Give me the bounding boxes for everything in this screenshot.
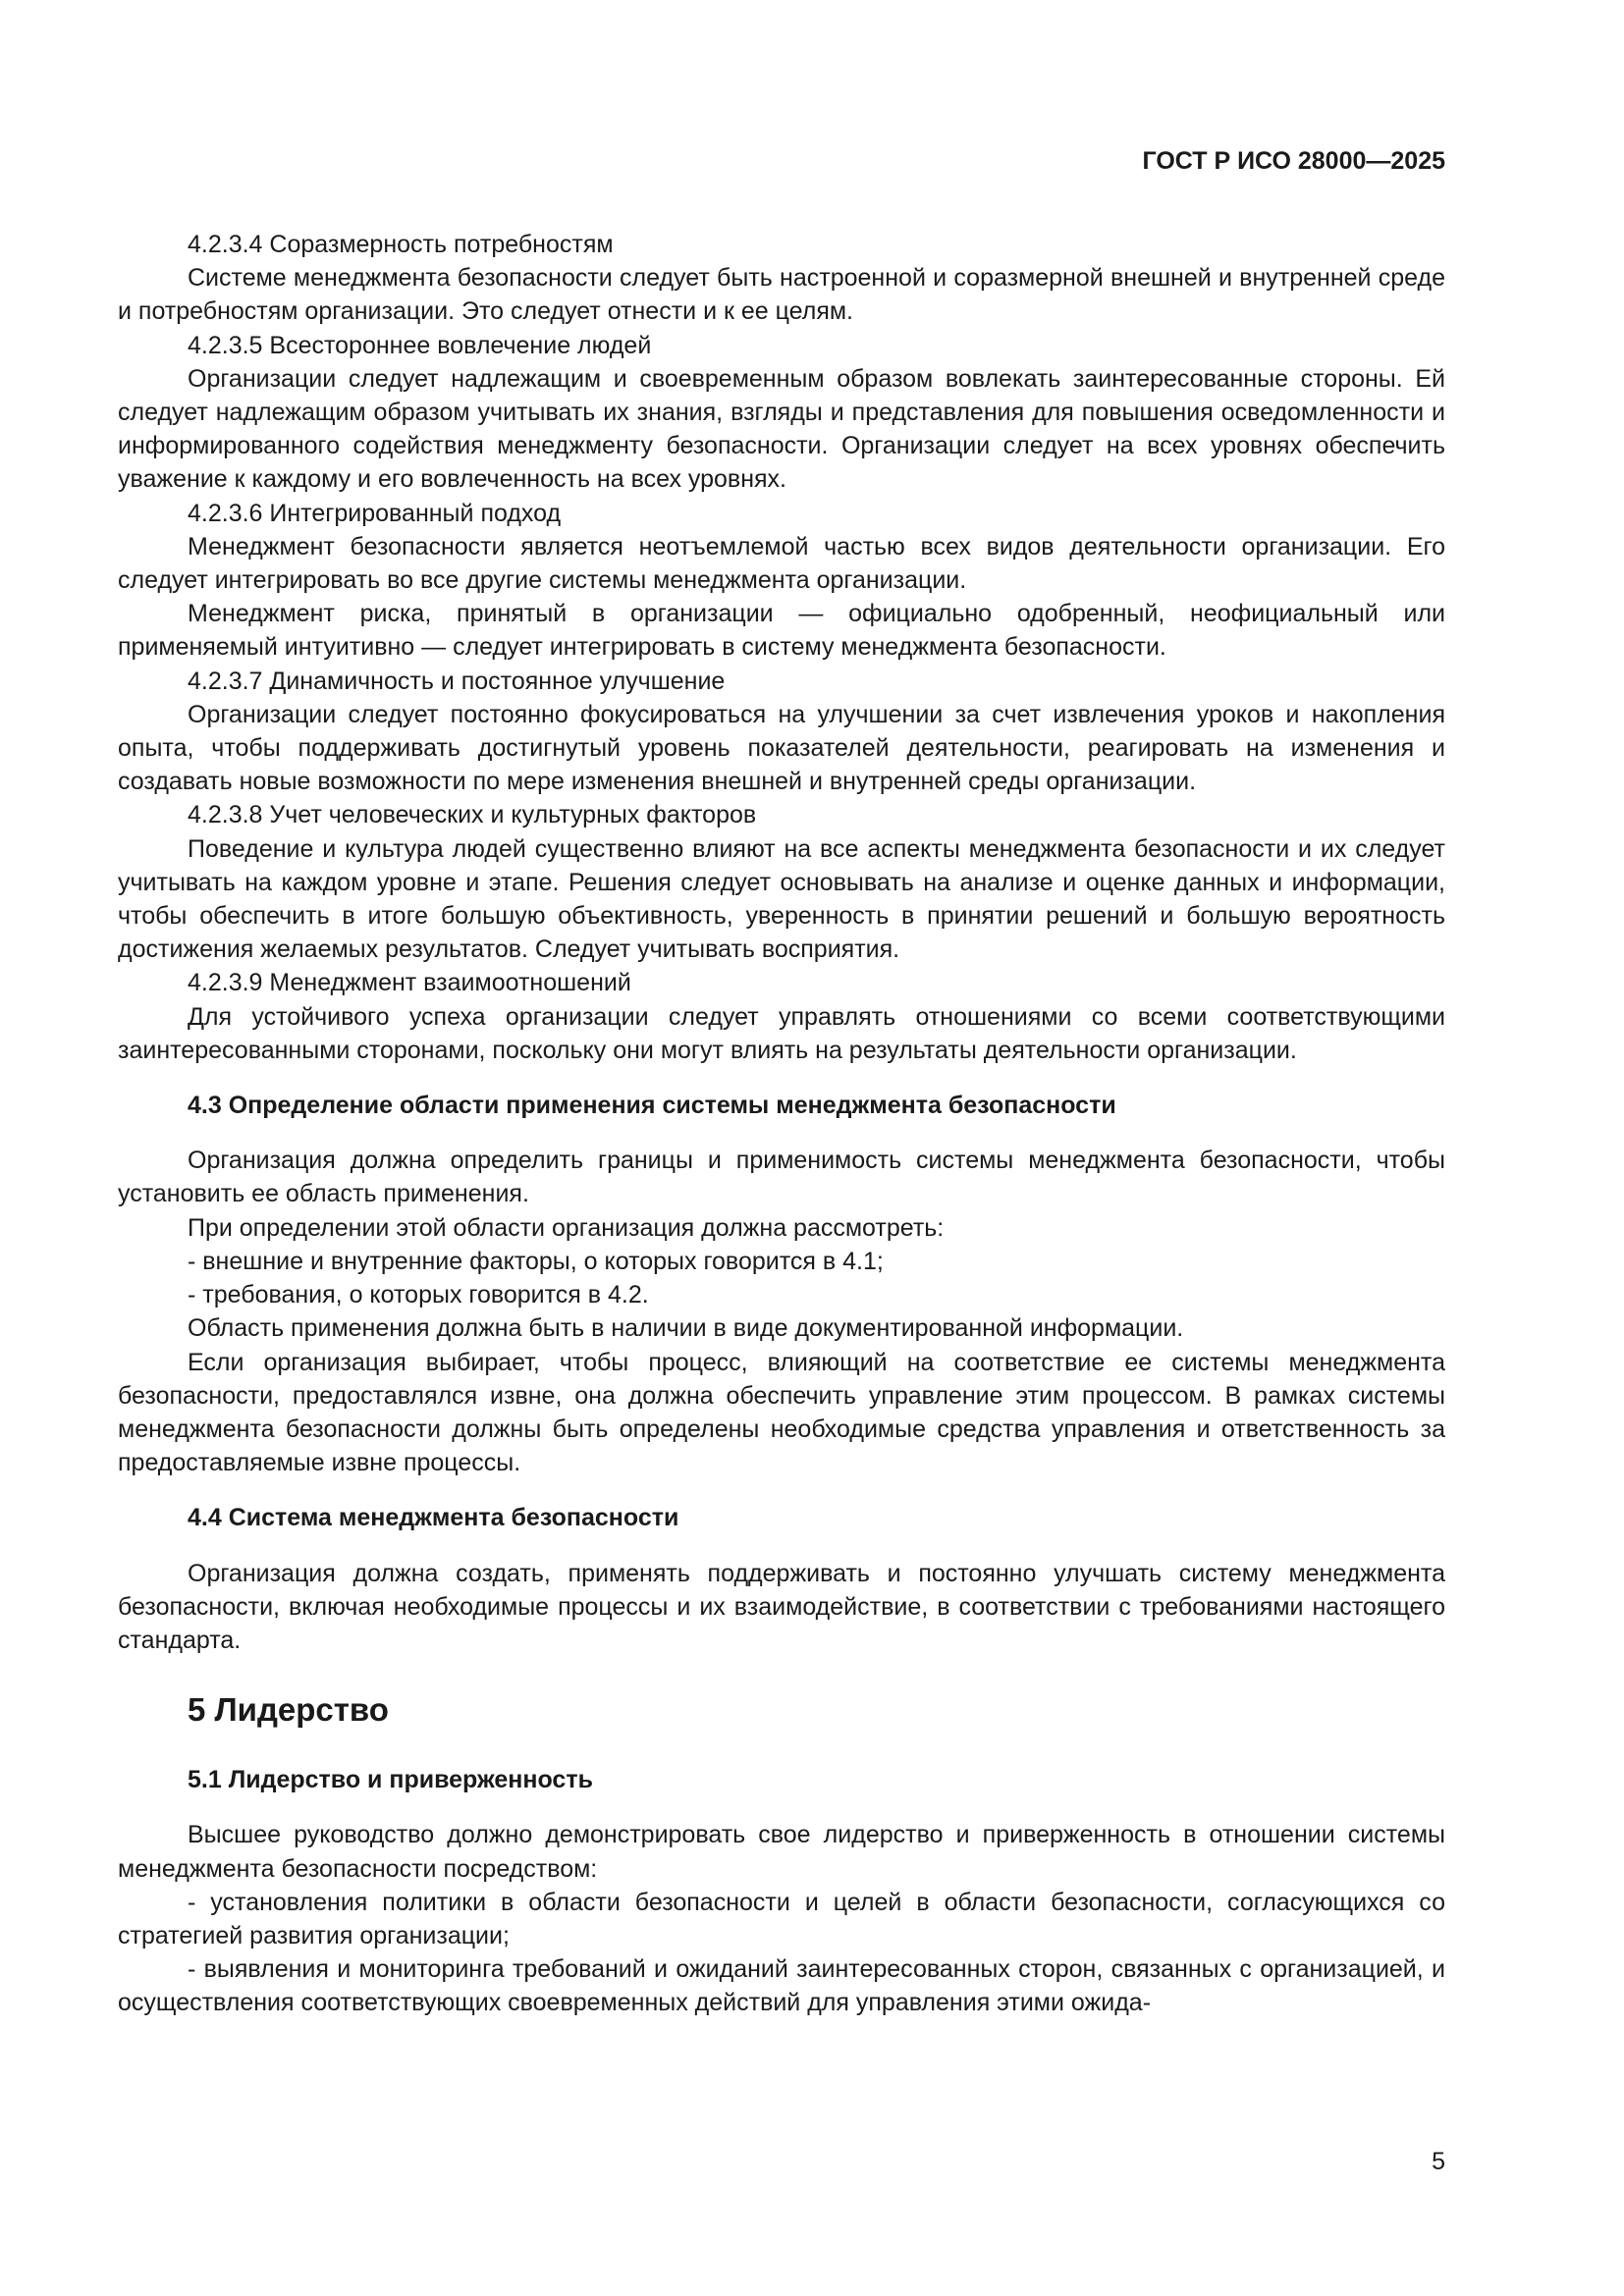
subsection-title: 4.2.3.9 Менеджмент взаимоотношений [188,969,631,997]
paragraph: Для устойчивого успеха организации следует управлять отношениями со всеми соответствующими заинтересованными сторонами, поскольку они могут влиять на результаты деятельности организации. [118,1002,1445,1064]
list-item: - выявления и мониторинга требований и ожиданий заинтересованных сторон, связанных с организацией, и осуществления соответствующих своевременных действий для управления этими ожида- [118,1955,1445,2017]
paragraph: Менеджмент риска, принятый в организации — официально одобренный, неофициальный или применяемый интуитивно — следует интегрировать в систему менеджмента безопасности. [118,600,1445,662]
page-number: 5 [1432,2148,1445,2175]
chapter-heading-5: 5 Лидерство [188,1691,389,1729]
list-item: - внешние и внутренние факторы, о которых говорится в 4.1; [188,1247,884,1275]
section-heading-5-1: 5.1 Лидерство и приверженность [188,1766,593,1794]
section-heading-4-3: 4.3 Определение области применения системы менеджмента безопасности [188,1092,1116,1120]
document-body [118,228,1445,2020]
subsection-title: 4.2.3.5 Всестороннее вовлечение людей [188,331,652,359]
paragraph: Организация должна создать, применять поддерживать и постоянно улучшать систему менеджмента безопасности, включая необходимые процессы и их взаимодействие, в соответствии с требованиями настоящего стандарта. [118,1559,1445,1654]
paragraph: Поведение и культура людей существенно влияют на все аспекты менеджмента безопасности и их следует учитывать на каждом уровне и этапе. Решения следует основывать на анализе и оценке данных и информации, чтобы обеспечить в итоге большую объективность, уверенность в принятии решений и большую вероятность достижения желаемых результатов. Следует учитывать восприятия. [118,834,1445,964]
paragraph: Область применения должна быть в наличии в виде документированной информации. [188,1314,1184,1343]
subsection-title: 4.2.3.4 Соразмерность потребностям [188,231,614,258]
paragraph: Менеджмент безопасности является неотъемлемой частью всех видов деятельности организации. Его следует интегрировать во все другие системы менеджмента организации. [118,532,1445,595]
paragraph: Организация должна определить границы и применимость системы менеджмента безопасности, чтобы установить ее область применения. [118,1147,1445,1208]
paragraph: Если организация выбирает, чтобы процесс, влияющий на соответствие ее системы менеджмента безопасности, предоставлялся извне, она должна обеспечить управление этим процессом. В рамках системы менеджмента безопасности должны быть определены необходимые средства управления и ответственность за предоставляемые извне процессы. [118,1348,1445,1477]
list-item: - установления политики в области безопасности и целей в области безопасности, согласующихся со стратегией развития организации; [118,1888,1445,1949]
document-header: ГОСТ Р ИСО 28000—2025 [1142,147,1445,175]
paragraph: Организации следует надлежащим и своевременным образом вовлекать заинтересованные стороны. Ей следует надлежащим образом учитывать их знания, взгляды и представления для повышения осведомленности и информированного содействия менеджменту безопасности. Организации следует на всех уровнях обеспечить уважение к каждому и его вовлеченность на всех уровнях. [118,364,1445,494]
subsection-title: 4.2.3.7 Динамичность и постоянное улучшение [188,667,726,695]
subsection-title: 4.2.3.6 Интегрированный подход [188,499,562,527]
paragraph: При определении этой области организация должна рассмотреть: [188,1213,945,1242]
section-heading-4-4: 4.4 Система менеджмента безопасности [188,1504,679,1532]
paragraph: Системе менеджмента безопасности следует быть настроенной и соразмерной внешней и внутренней среде и потребностям организации. Это следует отнести и к ее целям. [118,264,1445,326]
paragraph: Организации следует постоянно фокусироваться на улучшении за счет извлечения уроков и накопления опыта, чтобы поддерживать достигнутый уровень показателей деятельности, реагировать на изменения и создавать новые возможности по мере изменения внешней и внутренней среды организации. [118,700,1445,796]
subsection-title: 4.2.3.8 Учет человеческих и культурных факторов [188,801,757,829]
paragraph: Высшее руководство должно демонстрировать свое лидерство и приверженность в отношении системы менеджмента безопасности посредством: [118,1821,1445,1883]
list-item: - требования, о которых говорится в 4.2. [188,1281,649,1309]
